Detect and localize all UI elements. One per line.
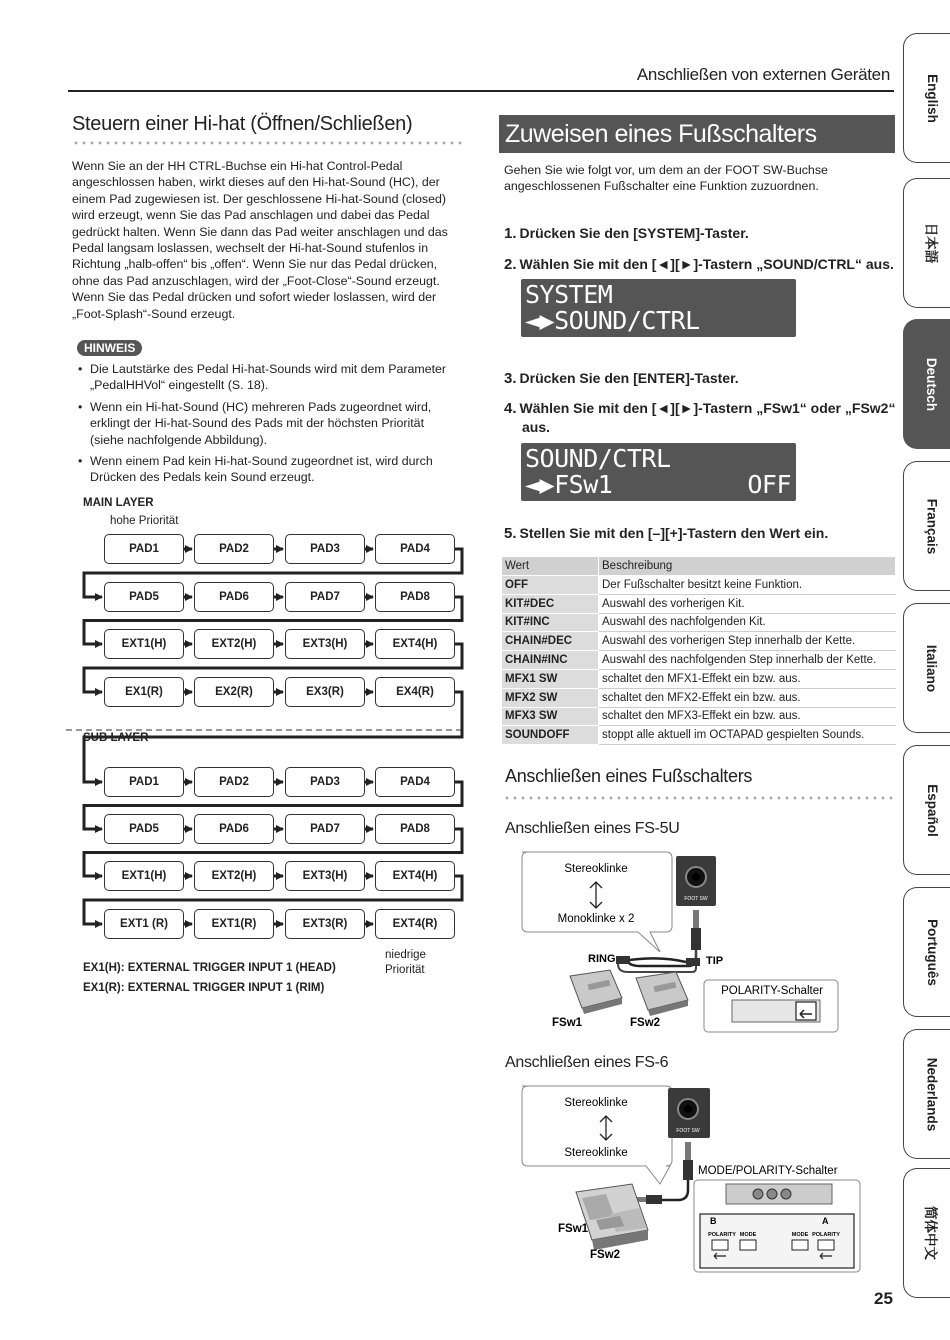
- pad-box: PAD7: [285, 814, 365, 844]
- note-item: • Die Lautstärke des Pedal Hi-hat-Sounds wird mit dem Parameter „PedalHHVol“ eingestellt (S. 18).: [78, 361, 458, 394]
- fsw1-label: FSw1: [552, 1017, 583, 1029]
- svg-text:MODE: MODE: [739, 1232, 757, 1238]
- legend-head: EX1(H): EXTERNAL TRIGGER INPUT 1 (HEAD): [83, 962, 336, 974]
- fs5u-illustration: [500, 848, 845, 1038]
- pad-box: PAD2: [194, 534, 274, 564]
- svg-text:FOOT SW: FOOT SW: [676, 1128, 700, 1134]
- footswitch-title: Zuweisen eines Fußschalters: [499, 115, 895, 153]
- tab-japanese[interactable]: 日本語: [903, 178, 950, 308]
- tab-chinese[interactable]: 简体中文: [903, 1168, 950, 1298]
- legend-rim: EX1(R): EXTERNAL TRIGGER INPUT 1 (RIM): [83, 982, 325, 994]
- page-number: 25: [874, 1289, 893, 1308]
- col-wert: Wert: [502, 557, 599, 576]
- pad-box: EXT1(R): [194, 909, 274, 939]
- svg-text:POLARITY: POLARITY: [812, 1232, 840, 1238]
- tab-deutsch[interactable]: Deutsch: [903, 319, 950, 449]
- tab-italiano[interactable]: Italiano: [903, 603, 950, 733]
- fs6-fsw2-label: FSw2: [590, 1249, 621, 1261]
- pad-box: PAD3: [285, 534, 365, 564]
- pad-box: PAD4: [375, 534, 455, 564]
- tab-francais[interactable]: Français: [903, 461, 950, 591]
- svg-text:FOOT SW: FOOT SW: [684, 896, 708, 902]
- table-row: SOUNDOFF stoppt alle aktuell im OCTAPAD gespielten Sounds.: [502, 726, 896, 745]
- fs6-callout-top: Stereoklinke: [564, 1097, 628, 1109]
- pad-box: EXT2(H): [194, 629, 274, 659]
- svg-text:B: B: [710, 1216, 717, 1226]
- pad-box: EXT3(H): [285, 629, 365, 659]
- polarity-label: POLARITY-Schalter: [721, 985, 823, 997]
- tab-espanol[interactable]: Español: [903, 745, 950, 875]
- pad-box: PAD8: [375, 582, 455, 612]
- note-badge: HINWEIS: [77, 340, 142, 356]
- note-item: • Wenn einem Pad kein Hi-hat-Sound zugeordnet ist, wird durch Drücken des Pedals kein Sound erzeugt.: [78, 453, 458, 486]
- sub-layer-label: SUB LAYER: [83, 732, 149, 744]
- high-priority-label: hohe Priorität: [110, 515, 179, 527]
- value-table: [501, 556, 896, 745]
- pad-box: EXT1(H): [104, 629, 184, 659]
- main-layer-label: MAIN LAYER: [83, 497, 154, 509]
- pad-box: PAD2: [194, 767, 274, 797]
- step-1: 1. Drücken Sie den [SYSTEM]-Taster.: [504, 225, 749, 242]
- fs6-heading: Anschließen eines FS-6: [505, 1054, 669, 1071]
- table-row: CHAIN#DEC Auswahl des vorherigen Step innerhalb der Kette.: [502, 632, 896, 651]
- section-title: Anschließen von externen Geräten: [636, 65, 890, 84]
- tip-label: TIP: [706, 955, 724, 967]
- tab-nederlands[interactable]: Nederlands: [903, 1029, 950, 1159]
- pad-box: PAD1: [104, 767, 184, 797]
- table-row: MFX2 SW schaltet den MFX2-Effekt ein bzw. aus.: [502, 688, 896, 707]
- pad-box: EXT3(H): [285, 861, 365, 891]
- polarity-switch: [796, 1002, 816, 1020]
- step-3: 3. Drücken Sie den [ENTER]-Taster.: [504, 370, 739, 387]
- connect-heading: Anschließen eines Fußschalters: [505, 766, 753, 786]
- table-row: MFX3 SW schaltet den MFX3-Effekt ein bzw. aus.: [502, 707, 896, 726]
- callout-bottom: Monoklinke x 2: [557, 913, 635, 925]
- fsw2-label: FSw2: [630, 1017, 661, 1029]
- tab-portugues[interactable]: Português: [903, 887, 950, 1017]
- switch-a-mode: [792, 1240, 808, 1250]
- fs6-callout-bottom: Stereoklinke: [564, 1147, 628, 1159]
- col-beschreibung: Beschreibung: [599, 557, 896, 576]
- switch-b-polarity: [712, 1240, 728, 1250]
- pad-box: EX2(R): [194, 677, 274, 707]
- step-2: 2. Wählen Sie mit den [◄][►]-Tastern „SOUND/CTRL“ aus.: [504, 256, 894, 273]
- pad-box: EX3(R): [285, 677, 365, 707]
- pad-box: EXT2(H): [194, 861, 274, 891]
- svg-text:POLARITY: POLARITY: [708, 1232, 736, 1238]
- hihat-intro: Wenn Sie an der HH CTRL-Buchse ein Hi-hat Control-Pedal angeschlossen haben, wirkt dieses auf den Hi-hat-Sound (HC), der einem Pad zugewiesen ist. Der geschlossene Hi-hat-Sound (closed) wird erzeugt, wenn Sie das Pad anschlagen und dabei das Pedal gedrückt halten. Wenn Sie dann das Pad weiter anschlagen und das Pedal langsam loslassen, wechselt der Hi-hat-Sound stufenlos in Richtung „halb-offen“ bis „offen“. Wenn Sie nur das Pedal drücken, ohne das Pad anzuschlagen, wird der „Foot-Close“-Sound erzeugt. Wenn Sie das Pedal drücken und sofort wieder loslassen, wird der „Foot-Splash“-Sound erzeugt.: [72, 159, 448, 321]
- hihat-heading: Steuern einer Hi-hat (Öffnen/Schließen): [72, 113, 413, 135]
- svg-text:MODE: MODE: [791, 1232, 809, 1238]
- pad-box: EX1(R): [104, 677, 184, 707]
- table-row: MFX1 SW schaltet den MFX1-Effekt ein bzw. aus.: [502, 669, 896, 688]
- low-priority-label: niedrige Priorität: [385, 949, 426, 976]
- pad-box: EXT4(H): [375, 629, 455, 659]
- pad-box: EXT3(R): [285, 909, 365, 939]
- pad-box: PAD5: [104, 814, 184, 844]
- pad-box: EXT4(H): [375, 861, 455, 891]
- pad-box: PAD7: [285, 582, 365, 612]
- step-5: 5. Stellen Sie mit den [–][+]-Tastern den Wert ein.: [504, 525, 829, 542]
- lcd-system: SYSTEM ◄▶SOUND/CTRL: [521, 279, 796, 337]
- pad-box: EXT1(H): [104, 861, 184, 891]
- fs6-pedal-unit: [576, 1184, 648, 1250]
- ring-label: RING: [588, 953, 616, 965]
- table-row: OFF Der Fußschalter besitzt keine Funktion.: [502, 576, 896, 595]
- callout-top: Stereoklinke: [564, 863, 628, 875]
- pad-box: PAD4: [375, 767, 455, 797]
- table-row: KIT#INC Auswahl des nachfolgenden Kit.: [502, 613, 896, 632]
- pad-box: PAD6: [194, 582, 274, 612]
- fs5u-heading: Anschließen eines FS-5U: [505, 820, 680, 837]
- dotted-divider: [503, 796, 897, 800]
- pad-box: PAD1: [104, 534, 184, 564]
- step-4: 4. Wählen Sie mit den [◄][►]-Tastern „FSw1“ oder „FSw2“ aus.: [504, 400, 896, 435]
- pad-box: EXT1 (R): [104, 909, 184, 939]
- table-row: KIT#DEC Auswahl des vorherigen Kit.: [502, 594, 896, 613]
- pad-box: EX4(R): [375, 677, 455, 707]
- tab-english[interactable]: English: [903, 33, 950, 163]
- fs5u-pedal-2: [636, 972, 688, 1016]
- switch-a-polarity: [818, 1240, 834, 1250]
- pad-box: PAD6: [194, 814, 274, 844]
- fs6-illustration: [500, 1080, 870, 1280]
- pad-box: PAD5: [104, 582, 184, 612]
- switch-b-mode: [740, 1240, 756, 1250]
- mode-polarity-label: MODE/POLARITY-Schalter: [698, 1165, 838, 1177]
- note-item: • Wenn ein Hi-hat-Sound (HC) mehreren Pads zugeordnet wird, erklingt der Hi-hat-Sound des Pads mit der höchsten Priorität (siehe nachfolgende Abbildung).: [78, 399, 458, 448]
- table-row: CHAIN#INC Auswahl des nachfolgenden Step innerhalb der Kette.: [502, 651, 896, 670]
- pad-box: EXT4(R): [375, 909, 455, 939]
- fs5u-pedal-1: [570, 970, 622, 1014]
- pad-box: PAD3: [285, 767, 365, 797]
- fs6-fsw1-label: FSw1: [558, 1223, 589, 1235]
- pad-box: PAD8: [375, 814, 455, 844]
- svg-text:A: A: [822, 1216, 829, 1226]
- lcd-sound-ctrl: SOUND/CTRL ◄▶FSw1 OFF: [521, 443, 796, 501]
- footswitch-intro: Gehen Sie wie folgt vor, um dem an der FOOT SW-Buchse angeschlossenen Fußschalter eine Funktion zuzuordnen.: [504, 163, 828, 194]
